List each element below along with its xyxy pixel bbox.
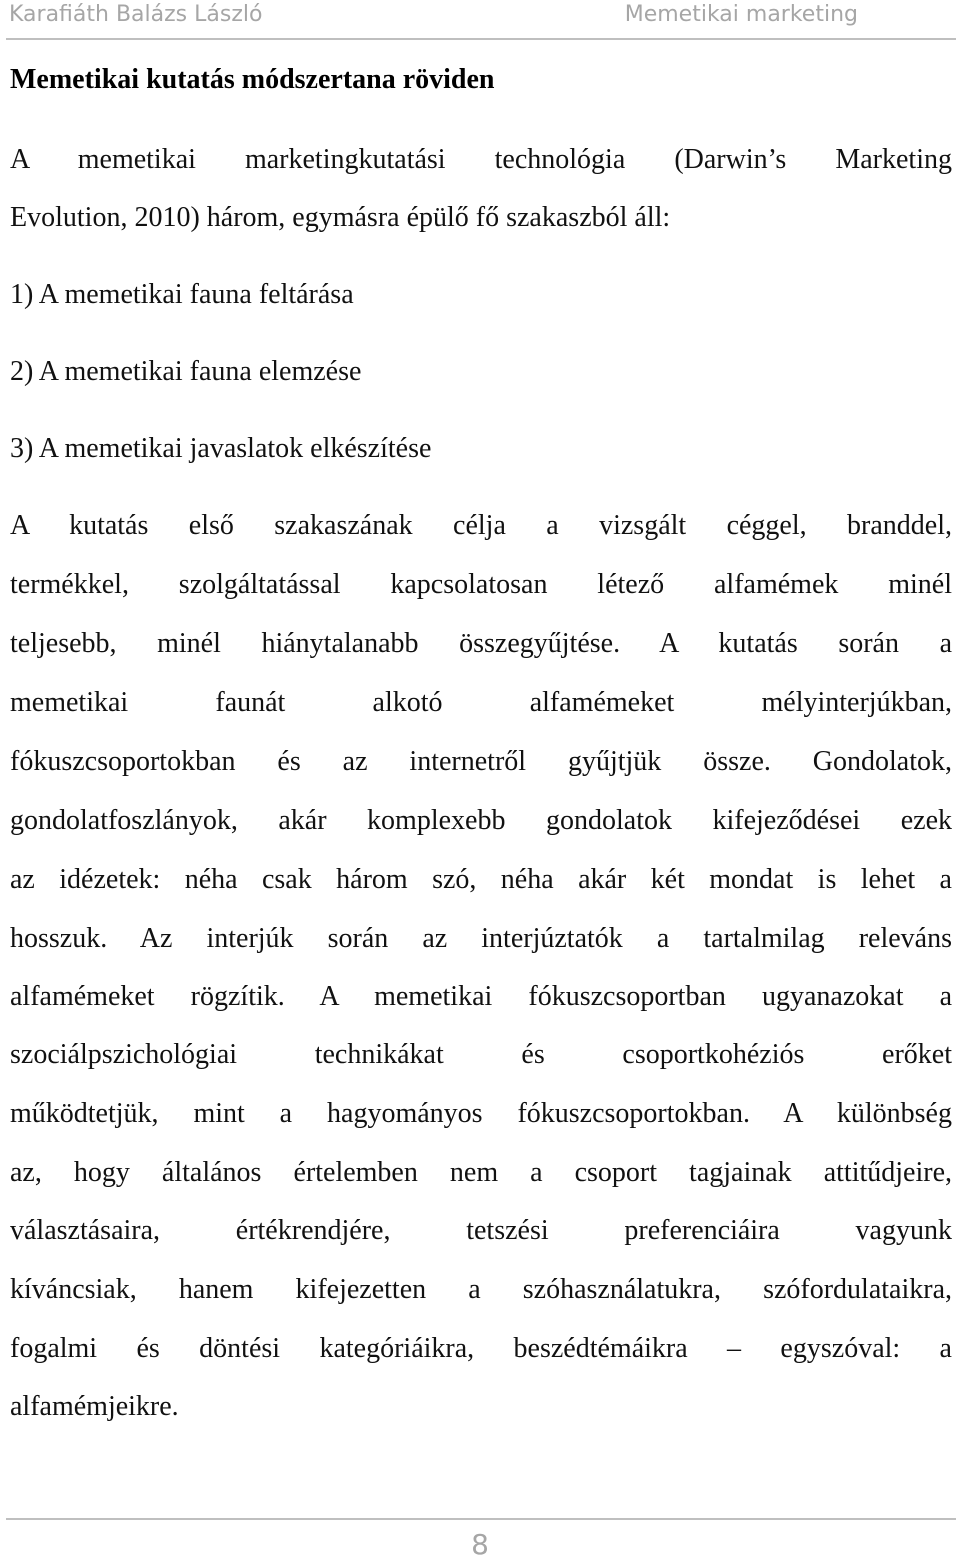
header-author: Karafiáth Balázs László [9,2,263,27]
paragraph-line: az idézetek: néha csak három szó, néha akár két mondat is lehet a [10,864,952,895]
paragraph-line: alfamémeket rögzítik. A memetikai fókuszcsoportban ugyanazokat a [10,981,952,1012]
paragraph-line: fókuszcsoportokban és az internetről gyűjtjük össze. Gondolatok, [10,746,952,777]
page-header [0,0,960,40]
section-title: Memetikai kutatás módszertana röviden [10,64,495,95]
paragraph-line: gondolatfoszlányok, akár komplexebb gondolatok kifejeződései ezek [10,805,952,836]
intro-line-2: Evolution, 2010) három, egymásra épülő fő szakaszból áll: [10,202,671,233]
list-item-1: 1) A memetikai fauna feltárása [10,279,354,310]
paragraph-line: kíváncsiak, hanem kifejezetten a szóhasználatukra, szófordulataikra, [10,1274,952,1305]
paragraph-line: termékkel, szolgáltatással kapcsolatosan létező alfamémek minél [10,569,952,600]
paragraph-line: működtetjük, mint a hagyományos fókuszcsoportokban. A különbség [10,1098,952,1129]
list-item-2: 2) A memetikai fauna elemzése [10,356,362,387]
list-item-3: 3) A memetikai javaslatok elkészítése [10,433,432,464]
header-divider [6,38,956,40]
footer-divider [6,1518,956,1520]
paragraph-line: fogalmi és döntési kategóriáikra, beszédtémáikra – egyszóval: a [10,1333,952,1364]
header-book-title: Memetikai marketing [624,2,858,27]
paragraph-line: hosszuk. Az interjúk során az interjúztatók a tartalmilag releváns [10,923,952,954]
intro-line-1: A memetikai marketingkutatási technológia (Darwin’s Marketing [10,144,952,175]
page-number: 8 [471,1528,489,1561]
paragraph-line: az, hogy általános értelemben nem a csoport tagjainak attitűdjeire, [10,1157,952,1188]
paragraph-line: választásaira, értékrendjére, tetszési preferenciáira vagyunk [10,1215,952,1246]
paragraph-line: memetikai faunát alkotó alfamémeket mélyinterjúkban, [10,687,952,718]
paragraph-line: szociálpszichológiai technikákat és csoportkohéziós erőket [10,1039,952,1070]
paragraph-line: A kutatás első szakaszának célja a vizsgált céggel, branddel, [10,510,952,541]
paragraph-line: alfamémjeikre. [10,1391,179,1422]
paragraph-line: teljesebb, minél hiánytalanabb összegyűjtése. A kutatás során a [10,628,952,659]
